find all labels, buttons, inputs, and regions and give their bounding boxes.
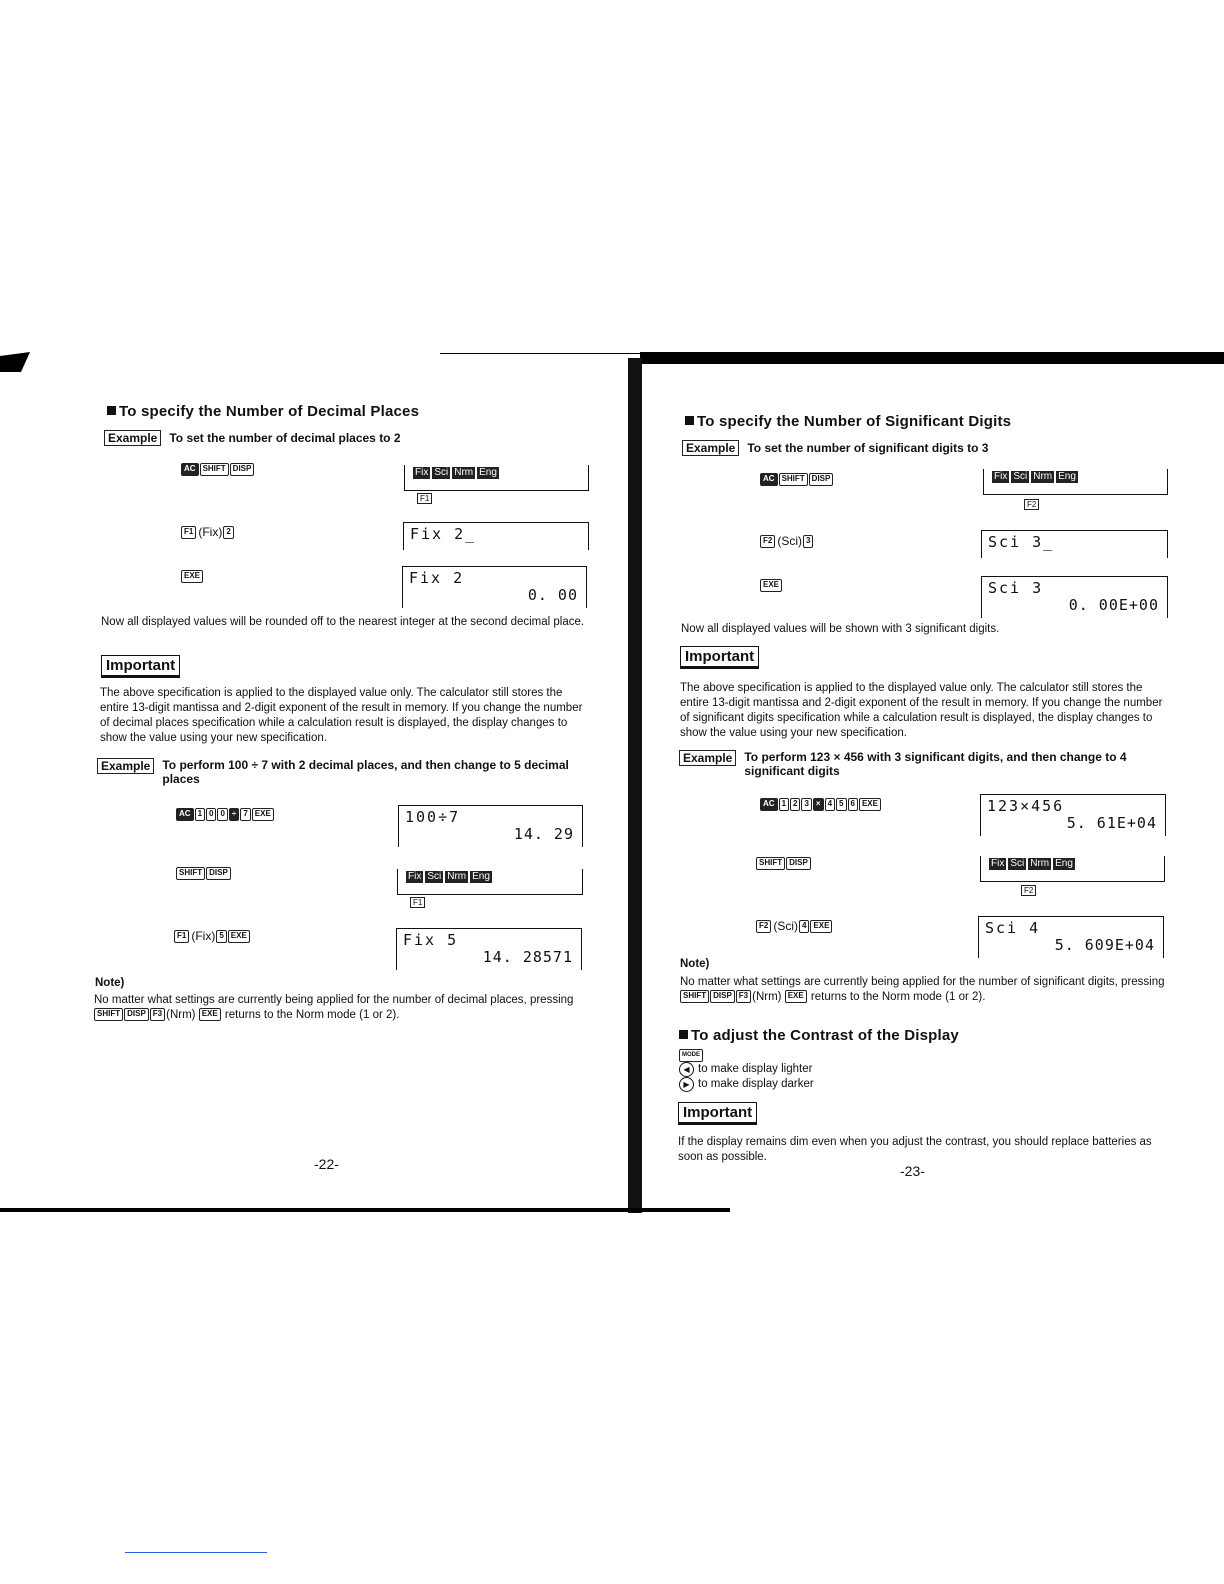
menu-eng: Eng — [1055, 858, 1073, 869]
right-ex2-step3-keys — [756, 919, 833, 933]
left-step1-keys — [181, 463, 255, 476]
menu-sci: Sci — [427, 871, 442, 882]
ac-key: AC — [760, 473, 778, 486]
menu-eng: Eng — [479, 467, 497, 478]
right-step3-keys — [760, 579, 783, 592]
left-important-text: The above specification is applied to the displayed value only. The calculator still stores the entire 13-digit mantissa and 2-digit exponent of the result in memory. If you change the number of decimal places specification while a calculation result is displayed, the display changes to show the value using your new specification. — [100, 687, 583, 744]
disp-key: DISP — [206, 867, 231, 880]
menu-fix: Fix — [415, 467, 429, 478]
right-fkey-label-2: F2 — [1021, 885, 1036, 896]
disp-key: DISP — [124, 1008, 149, 1021]
example-text: To perform 100 ÷ 7 with 2 decimal places, and then change to 5 decimal places — [162, 758, 569, 786]
shift-key: SHIFT — [756, 857, 785, 870]
right-menu-display — [983, 469, 1168, 495]
exe-key: EXE — [228, 930, 250, 943]
right-ex2-step1-keys — [760, 798, 882, 811]
fix-label: (Fix) — [191, 929, 216, 943]
left-step2-keys — [181, 525, 235, 539]
disp-key: DISP — [710, 990, 735, 1003]
display-line1: Sci 3 — [988, 579, 1044, 597]
shift-key: SHIFT — [680, 990, 709, 1003]
menu-nrm: Nrm — [447, 871, 467, 882]
disp-key: DISP — [786, 857, 811, 870]
menu-fix: Fix — [994, 471, 1008, 482]
right-example1 — [682, 440, 988, 456]
left-display-2 — [403, 522, 589, 550]
menu-nrm: Nrm — [454, 467, 474, 478]
right-example2 — [679, 750, 1164, 778]
shift-key: SHIFT — [200, 463, 229, 476]
display-line2: 14. 28571 — [482, 948, 573, 966]
display-line2: 14. 29 — [513, 825, 574, 843]
left-fkey-label: F1 — [417, 493, 432, 504]
example-text: To set the number of decimal places to 2 — [169, 431, 401, 445]
digit-key: 2 — [223, 526, 233, 539]
digit-key: 7 — [240, 808, 250, 821]
example-text: To set the number of significant digits to 3 — [747, 441, 989, 455]
digit-key: 4 — [799, 920, 809, 933]
center-spine — [628, 358, 642, 1213]
right-page-number: -23- — [900, 1163, 925, 1179]
menu-eng: Eng — [472, 871, 490, 882]
note-text-a: No matter what settings are currently being applied for the number of decimal places, pressing — [94, 994, 574, 1006]
digit-key: 3 — [803, 535, 813, 548]
right-display-4 — [980, 794, 1166, 836]
multiply-key: × — [813, 798, 824, 811]
left-note-text — [94, 993, 584, 1023]
right-ex2-step2-keys — [756, 857, 812, 870]
note-text-a: No matter what settings are currently being applied for the number of significant digits, pressing — [680, 976, 1165, 988]
right-important-2 — [678, 1102, 757, 1125]
ac-key: AC — [176, 808, 194, 821]
bullet-square-icon — [107, 406, 116, 415]
left-display-4 — [398, 805, 583, 847]
right-note-text — [680, 975, 1168, 1005]
f3-key: F3 — [736, 990, 751, 1003]
left-display-3 — [402, 566, 587, 608]
disp-key: DISP — [809, 473, 834, 486]
example-tag: Example — [679, 750, 736, 766]
bottom-rule — [0, 1208, 730, 1212]
exe-key: EXE — [760, 579, 782, 592]
contrast-heading: To adjust the Contrast of the Display — [679, 1027, 959, 1044]
menu-sci: Sci — [434, 467, 449, 478]
left-rounding-note: Now all displayed values will be rounded off to the nearest integer at the second decimal place. — [101, 616, 585, 628]
sci-label: (Sci) — [773, 919, 799, 933]
left-corner-mark — [0, 352, 30, 372]
display-line1: Sci 4 — [985, 919, 1041, 937]
menu-sci: Sci — [1010, 858, 1025, 869]
right-display-6 — [978, 916, 1164, 958]
mode-key: MODE — [679, 1049, 703, 1062]
disp-key: DISP — [230, 463, 255, 476]
important-tag: Important — [101, 655, 180, 678]
nrm-label: (Nrm) — [752, 991, 782, 1003]
right-step1-keys — [760, 473, 834, 486]
menu-fix: Fix — [408, 871, 422, 882]
left-ex2-step1-keys — [176, 808, 275, 821]
left-menu-display — [404, 465, 589, 491]
menu-nrm: Nrm — [1030, 858, 1050, 869]
bullet-square-icon — [685, 416, 694, 425]
left-example2 — [97, 758, 582, 786]
bullet-square-icon — [679, 1030, 688, 1039]
shift-key: SHIFT — [94, 1008, 123, 1021]
right-arrow-key-icon: ▶ — [679, 1077, 694, 1092]
left-example1 — [104, 430, 401, 446]
lighter-text: to make display lighter — [698, 1063, 813, 1075]
exe-key: EXE — [181, 570, 203, 583]
digit-key: 5 — [216, 930, 226, 943]
right-step2-keys — [760, 534, 814, 548]
f2-key: F2 — [760, 535, 775, 548]
left-page-number: -22- — [314, 1156, 339, 1172]
display-line1: Fix 2 — [409, 569, 465, 587]
display-line2: 5. 609E+04 — [1054, 936, 1155, 954]
shift-key: SHIFT — [779, 473, 808, 486]
note-text-b: returns to the Norm mode (1 or 2). — [224, 1009, 400, 1021]
right-heading: To specify the Number of Significant Digits — [685, 413, 1011, 430]
exe-key: EXE — [859, 798, 881, 811]
darker-text: to make display darker — [698, 1078, 814, 1090]
top-rule-left — [440, 353, 640, 354]
ac-key: AC — [760, 798, 778, 811]
display-line1: 100÷7 — [405, 808, 461, 826]
digit-key: 6 — [848, 798, 858, 811]
divide-key: ÷ — [229, 808, 239, 821]
left-fkey-label-2: F1 — [410, 897, 425, 908]
left-important — [101, 655, 180, 678]
right-display-3 — [981, 576, 1168, 618]
fix-label: (Fix) — [198, 525, 223, 539]
left-note-heading: Note) — [95, 977, 125, 989]
exe-key: EXE — [810, 920, 832, 933]
f3-key: F3 — [150, 1008, 165, 1021]
menu-fix: Fix — [991, 858, 1005, 869]
display-line1: Fix 2_ — [410, 525, 477, 543]
display-line2: 5. 61E+04 — [1066, 814, 1157, 832]
sci-label: (Sci) — [777, 534, 803, 548]
note-text-b: returns to the Norm mode (1 or 2). — [810, 991, 986, 1003]
menu-sci: Sci — [1013, 471, 1028, 482]
exe-key: EXE — [199, 1008, 221, 1021]
left-ex2-step2-keys — [176, 867, 232, 880]
exe-key: EXE — [252, 808, 274, 821]
menu-nrm: Nrm — [1033, 471, 1053, 482]
left-step3-keys — [181, 570, 204, 583]
important-tag: Important — [680, 646, 759, 669]
digit-key: 4 — [825, 798, 835, 811]
f1-key: F1 — [174, 930, 189, 943]
nrm-label: (Nrm) — [166, 1009, 196, 1021]
right-important-text-2: If the display remains dim even when you adjust the contrast, you should replace batteries as soon as possible. — [678, 1136, 1152, 1163]
link-underline — [125, 1552, 267, 1553]
f1-key: F1 — [181, 526, 196, 539]
digit-key: 1 — [195, 808, 205, 821]
digit-key: 3 — [801, 798, 811, 811]
digit-key: 0 — [217, 808, 227, 821]
right-note-heading: Note) — [680, 958, 710, 970]
display-line2: 0. 00 — [527, 586, 578, 604]
left-arrow-key-icon: ◀ — [679, 1062, 694, 1077]
display-line1: Sci 3_ — [988, 533, 1055, 551]
right-menu-display-2 — [980, 856, 1165, 882]
digit-key: 0 — [206, 808, 216, 821]
example-text: To perform 123 × 456 with 3 significant digits, and then change to 4 significant digits — [744, 750, 1127, 778]
example-tag: Example — [682, 440, 739, 456]
digit-key: 2 — [790, 798, 800, 811]
right-display-2 — [981, 530, 1168, 558]
display-line1: Fix 5 — [403, 931, 459, 949]
left-menu-display-2 — [397, 869, 583, 895]
example-tag: Example — [104, 430, 161, 446]
left-heading: To specify the Number of Decimal Places — [107, 403, 419, 420]
exe-key: EXE — [785, 990, 807, 1003]
right-important-text: The above specification is applied to the displayed value only. The calculator still stores the entire 13-digit mantissa and 2-digit exponent of the result in memory. If you change the number of significant digits specification while a calculation result is displayed, the display changes to show the value using your new specification. — [680, 682, 1163, 739]
right-fkey-label: F2 — [1024, 499, 1039, 510]
ac-key: AC — [181, 463, 199, 476]
digit-key: 5 — [836, 798, 846, 811]
darker-row — [679, 1077, 814, 1092]
left-ex2-step3-keys — [174, 929, 251, 943]
right-sig-note: Now all displayed values will be shown with 3 significant digits. — [681, 623, 1000, 635]
menu-eng: Eng — [1058, 471, 1076, 482]
example-tag: Example — [97, 758, 154, 774]
display-line2: 0. 00E+00 — [1068, 596, 1159, 614]
display-line1: 123×456 — [987, 797, 1065, 815]
shift-key: SHIFT — [176, 867, 205, 880]
top-rule-right — [640, 352, 1224, 364]
f2-key: F2 — [756, 920, 771, 933]
lighter-row — [679, 1062, 812, 1077]
left-display-6 — [396, 928, 582, 970]
right-important — [680, 646, 759, 669]
important-tag: Important — [678, 1102, 757, 1125]
digit-key: 1 — [779, 798, 789, 811]
